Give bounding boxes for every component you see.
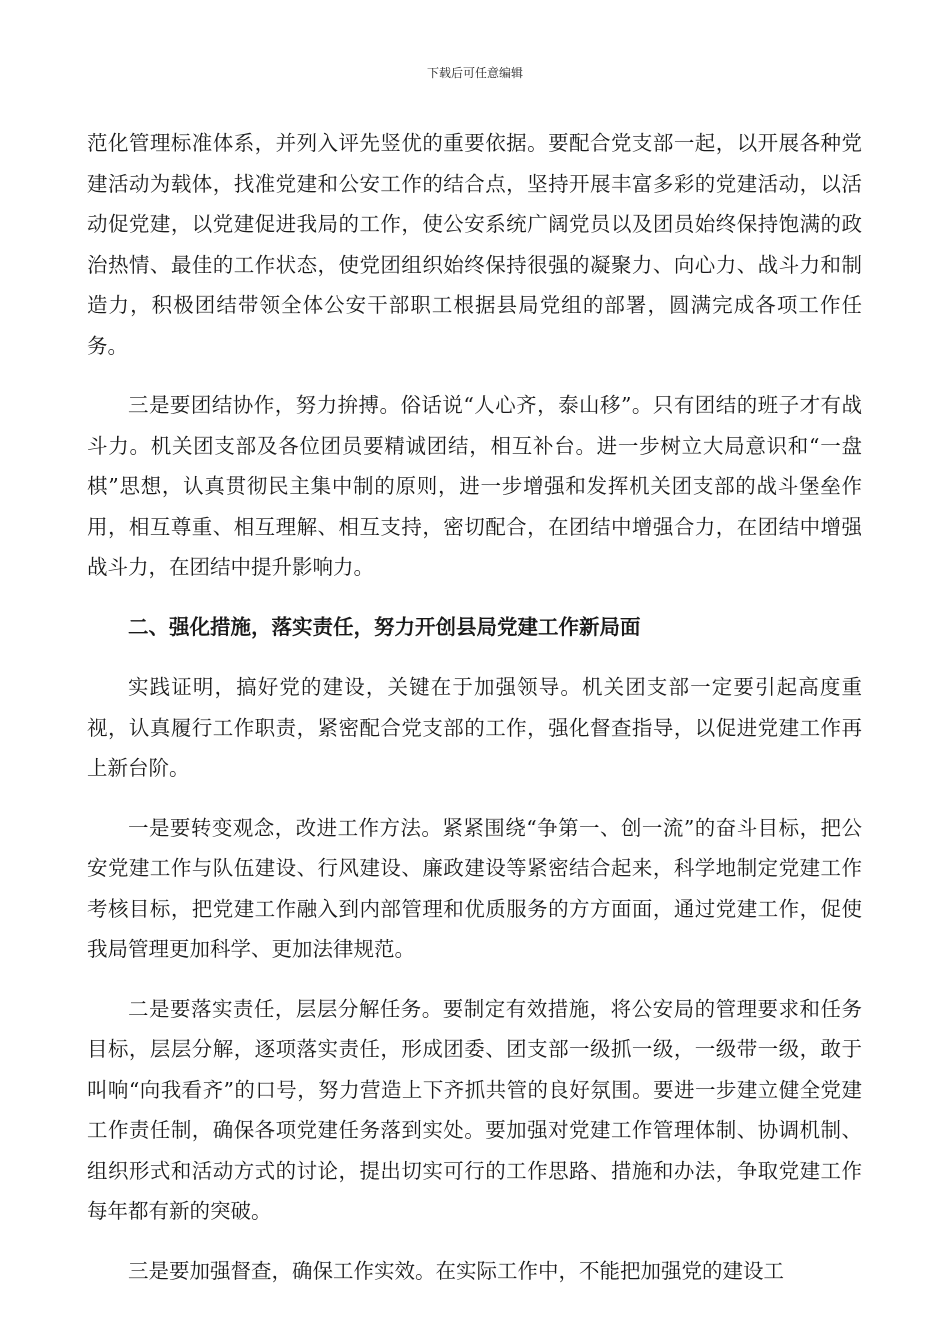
paragraph-continuation: 范化管理标准体系，并列入评先竖优的重要依据。要配合党支部一起，以开展各种党建活动为载体，找准党建和公安工作的结合点，坚持开展丰富多彩的党建活动，以活动促党建，以党建促进我局的工作，使公安系统广阔党员以及团员始终保持饱满的政治热情、最佳的工作状态，使党团组织始终保持很强的凝聚力、向心力、战斗力和制造力，积极团结带领全体公安干部职工根据县局党组的部署，圆满完成各项工作任务。 bbox=[87, 131, 862, 358]
paragraph-change-concepts: 一是要转变观念，改进工作方法。紧紧围绕“争第一、创一流”的奋斗目标，把公安党建工作与队伍建设、行风建设、廉政建设等紧密结合起来，科学地制定党建工作考核目标，把党建工作融入到内部管理和优质服务的方方面面，通过党建工作，促使我局管理更加科学、更加法律规范。 bbox=[87, 815, 862, 961]
document-body bbox=[87, 123, 862, 1310]
section-heading: 二、强化措施，落实责任，努力开创县局党建工作新局面 bbox=[128, 614, 641, 639]
paragraph-practice-proves: 实践证明，搞好党的建设，关键在于加强领导。机关团支部一定要引起高度重视，认真履行工作职责，紧密配合党支部的工作，强化督查指导，以促进党建工作再上新台阶。 bbox=[87, 675, 862, 780]
paragraph-implement-responsibility: 二是要落实责任，层层分解任务。要制定有效措施，将公安局的管理要求和任务目标，层层分解，逐项落实责任，形成团委、团支部一级抓一级，一级带一级，敢于叫响“向我看齐”的口号，努力营造上下齐抓共管的良好氛围。要进一步建立健全党建工作责任制，确保各项党建任务落到实处。要加强对党建工作管理体制、协调机制、组织形式和活动方式的讨论，提出切实可行的工作思路、措施和办法，争取党建工作每年都有新的突破。 bbox=[87, 996, 862, 1223]
page-header-note: 下载后可任意编辑 bbox=[426, 66, 523, 80]
paragraph-unity-cooperation: 三是要团结协作，努力拚搏。俗话说“人心齐，泰山移”。只有团结的班子才有战斗力。机关团支部及各位团员要精诚团结，相互补台。进一步树立大局意识和“一盘棋”思想，认真贯彻民主集中制的原则，进一步增强和发挥机关团支部的战斗堡垒作用，相互尊重、相互理解、相互支持，密切配合，在团结中增强合力，在团结中增强战斗力，在团结中提升影响力。 bbox=[87, 393, 862, 579]
paragraph-strengthen-supervision: 三是要加强督查，确保工作实效。在实际工作中，不能把加强党的建设工 bbox=[128, 1258, 784, 1283]
